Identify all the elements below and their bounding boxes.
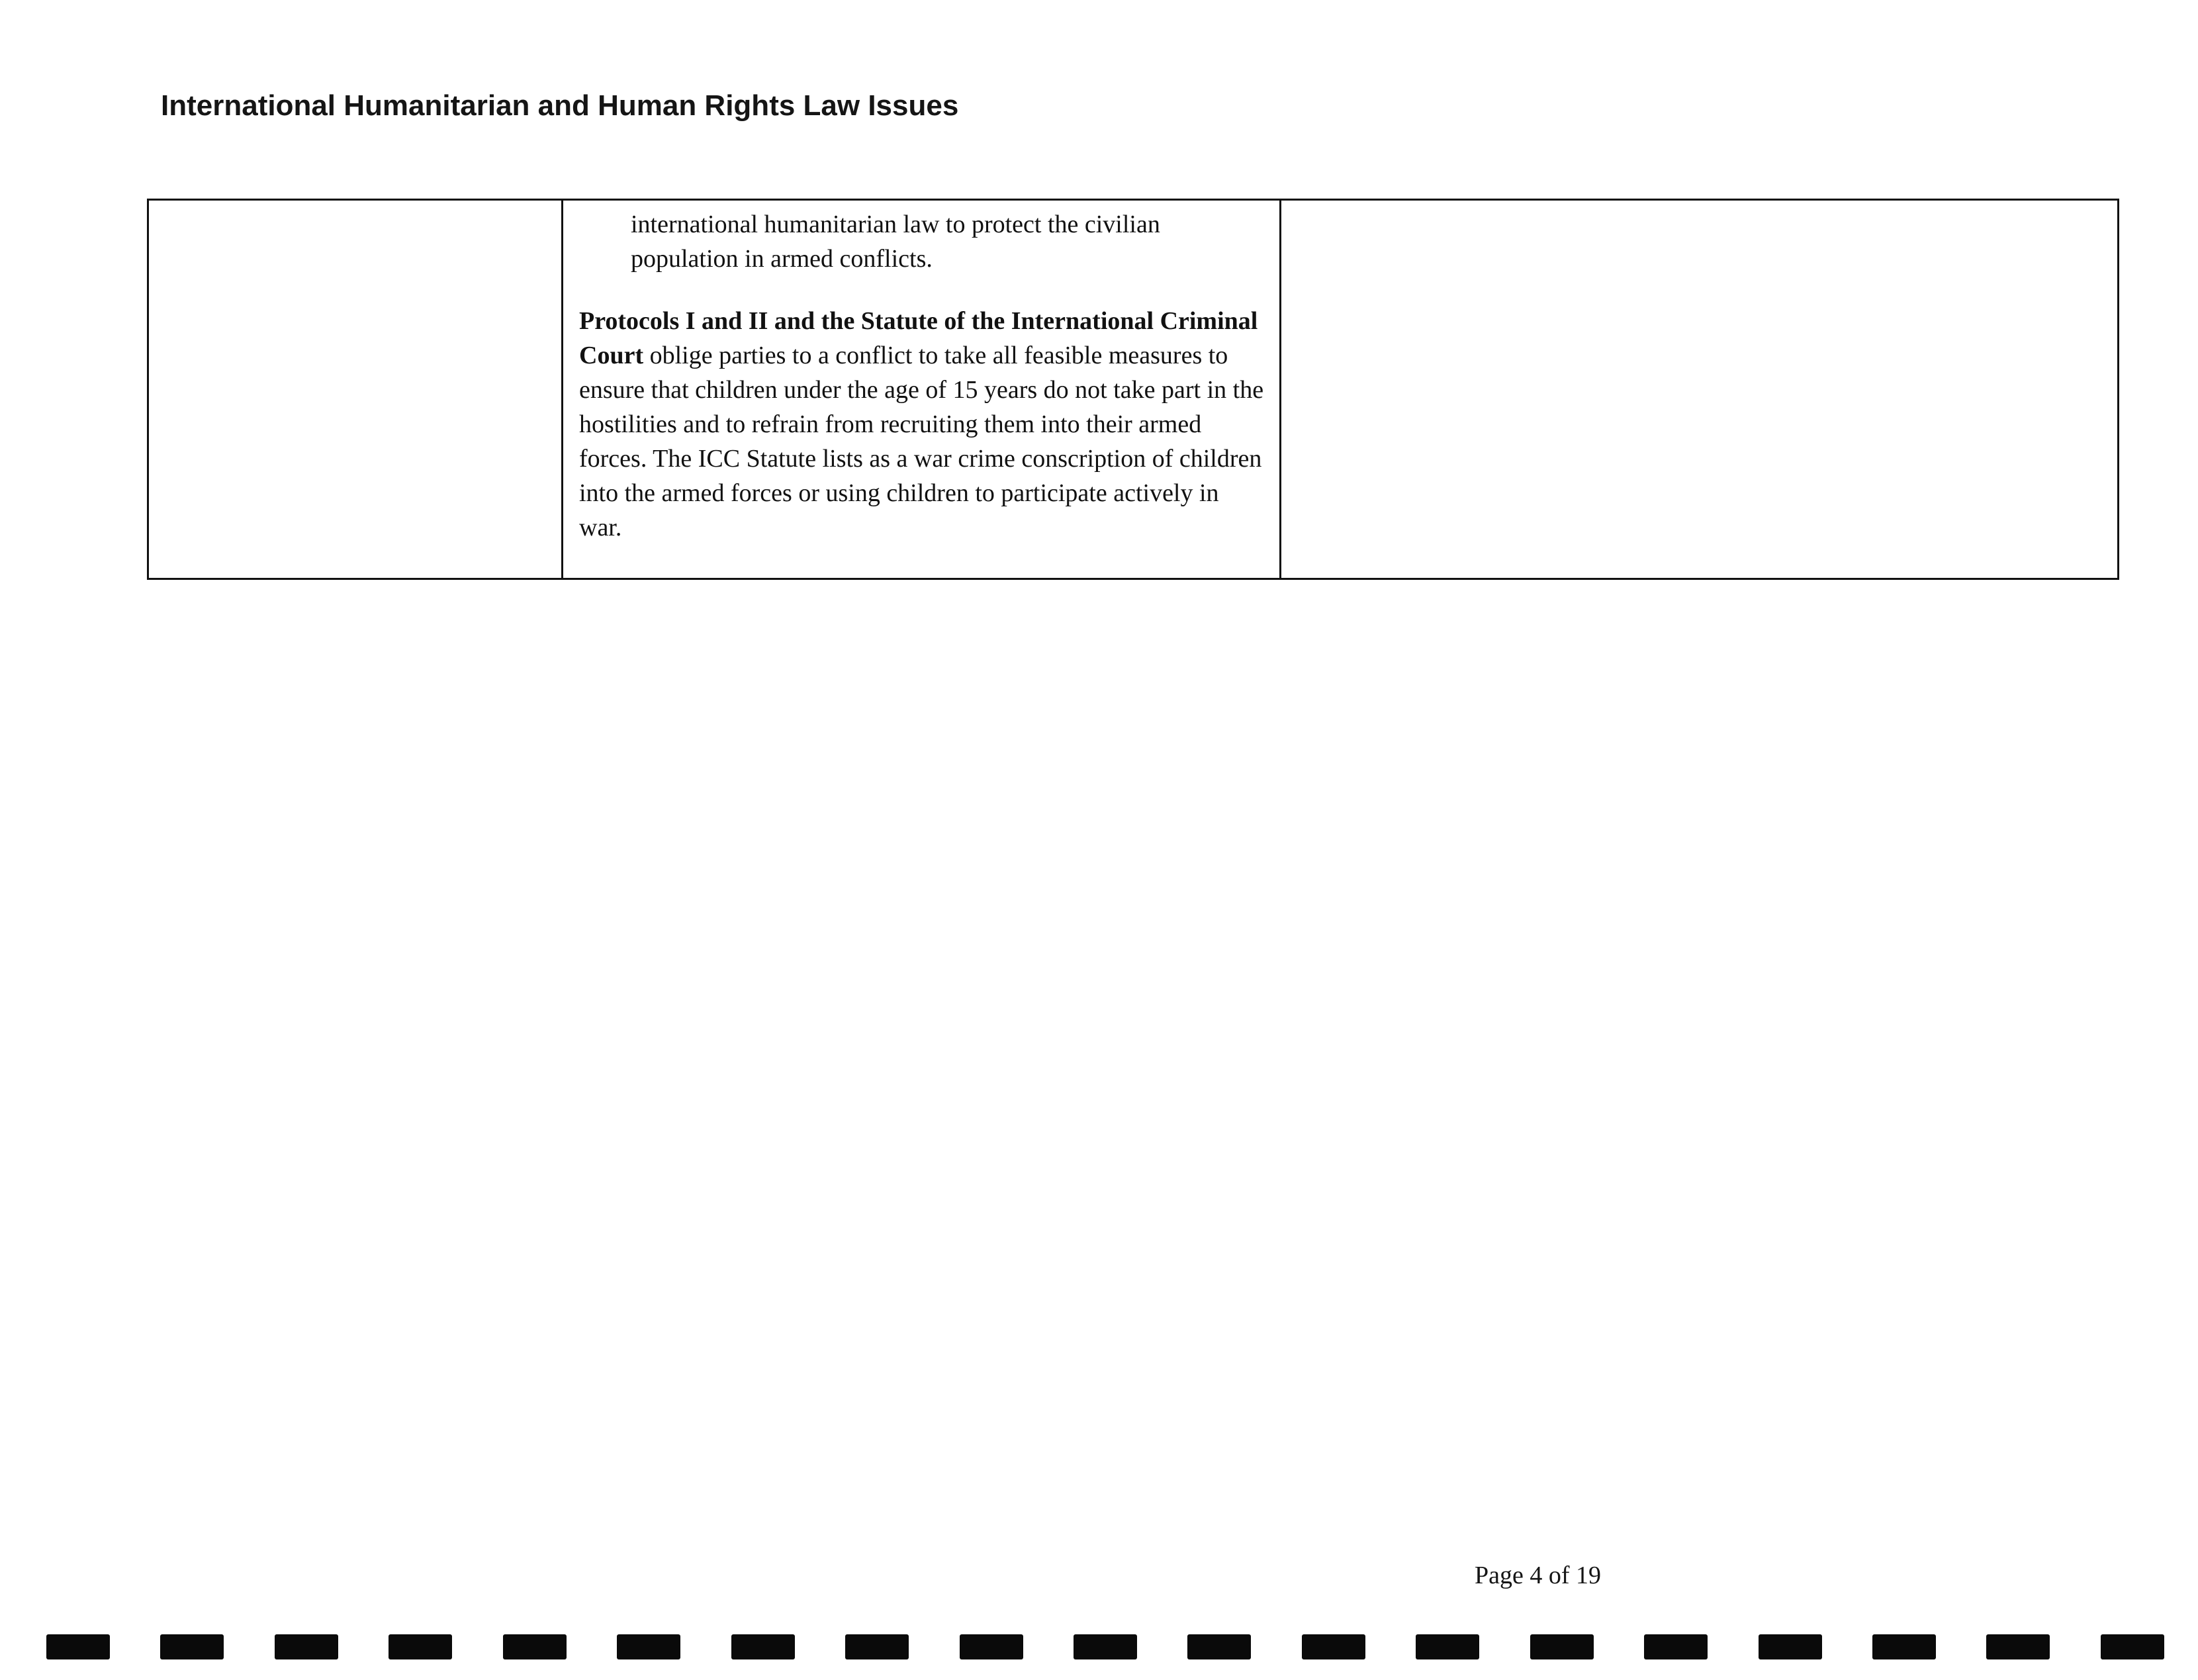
redaction-block: [1530, 1634, 1594, 1659]
redaction-block: [731, 1634, 795, 1659]
redaction-block: [1759, 1634, 1822, 1659]
redaction-block: [389, 1634, 452, 1659]
redaction-block: [1986, 1634, 2050, 1659]
page-number: Page 4 of 19: [1475, 1562, 1602, 1589]
redaction-block: [1416, 1634, 1479, 1659]
redaction-block: [1302, 1634, 1365, 1659]
redaction-block: [160, 1634, 224, 1659]
redaction-block: [1074, 1634, 1137, 1659]
page-title: International Humanitarian and Human Rights Law Issues: [161, 89, 959, 122]
continued-text: [579, 207, 1265, 276]
table-cell-right: [1281, 201, 2117, 578]
redaction-block: [2101, 1634, 2164, 1659]
redaction-block: [1187, 1634, 1251, 1659]
redaction-bar: [46, 1634, 2164, 1660]
protocols-body-text: oblige parties to a conflict to take all feasible measures to ensure that children under the age of 15 years do not take part in the hostilities and to refrain from recruiting them into their armed forces. The ICC Statute lists as a war crime conscription of children into the armed forces or using children to participate actively in war.: [579, 342, 1264, 541]
continued-line: population in armed conflicts.: [631, 245, 933, 273]
redaction-block: [46, 1634, 110, 1659]
table-cell-left: [149, 201, 563, 578]
continued-line: international humanitarian law to protect the civilian: [631, 210, 1160, 238]
redaction-block: [275, 1634, 338, 1659]
redaction-block: [503, 1634, 567, 1659]
redaction-block: [845, 1634, 909, 1659]
redaction-block: [1644, 1634, 1708, 1659]
protocols-bold-lead: Protocols I and II and the Statute of the International Criminal Court: [579, 307, 1258, 369]
table-cell-middle: [563, 201, 1281, 578]
protocols-paragraph: [579, 304, 1265, 545]
redaction-block: [617, 1634, 680, 1659]
redaction-block: [960, 1634, 1023, 1659]
content-table: [147, 199, 2119, 580]
redaction-block: [1872, 1634, 1936, 1659]
